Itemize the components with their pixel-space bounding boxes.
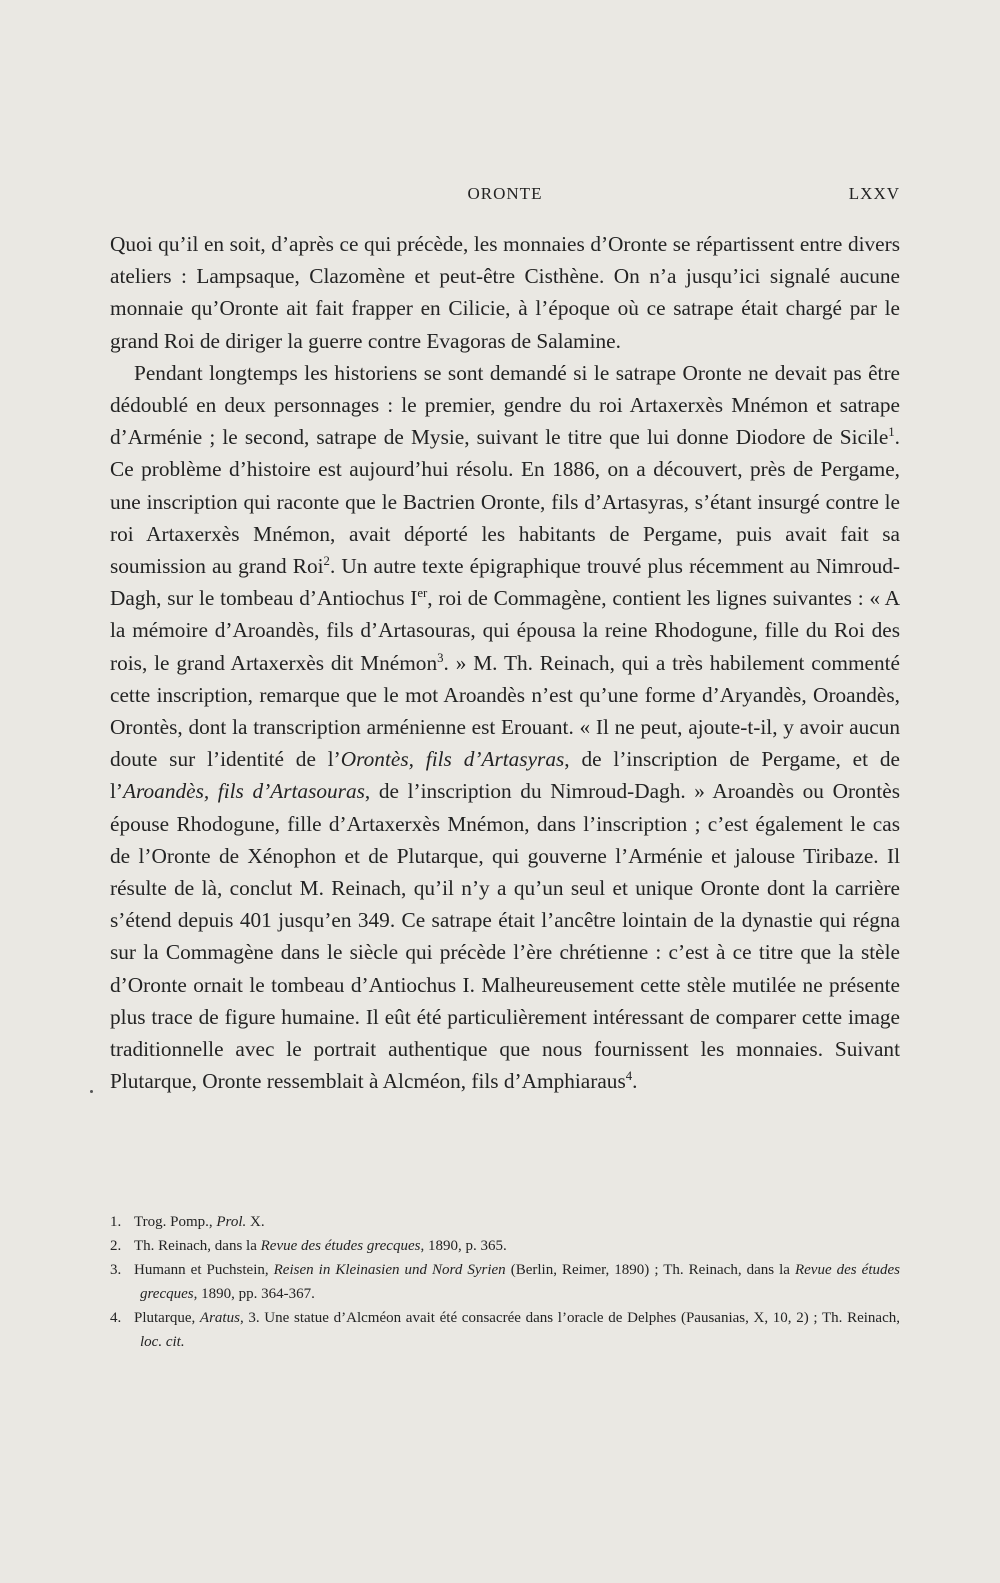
- text-run: . Un autre texte épigraphique trouvé plus récemment au Nimroud-Dagh, sur le tombeau d’Antiochus I: [110, 554, 900, 611]
- footnote-1: [110, 1210, 900, 1234]
- italic-run: Prol.: [216, 1214, 247, 1230]
- text-run: , 1890, p. 365.: [420, 1238, 507, 1254]
- italic-run: Reisen in Kleinasien und Nord Syrien: [273, 1262, 506, 1278]
- text-run: Plutarque,: [134, 1310, 200, 1326]
- text-run: Trog. Pomp.,: [134, 1214, 217, 1230]
- superscript-er: er: [417, 586, 428, 601]
- text-run: , roi de Commagène, contient les lignes suivantes : « A la mémoire d’Aroandès, fils d’Artasouras, qui épousa la reine Rhodogune, fille du Roi des rois, le grand Artaxerxès dit Mnémon: [110, 586, 901, 675]
- footnote-2: [110, 1234, 900, 1258]
- italic-run: Orontès, fils d’Artasyras: [340, 747, 565, 772]
- footnote-ref-1[interactable]: 1: [888, 425, 895, 440]
- footnote-ref-4[interactable]: 4: [625, 1069, 633, 1084]
- footnote-number: 4.: [110, 1310, 122, 1326]
- paragraph-1: Quoi qu’il en soit, d’après ce qui précède, les monnaies d’Oronte se répartissent entre divers ateliers : Lampsaque, Clazomène et peut-être Cisthène. On n’a jusqu’ici signalé aucune monnaie qu’Oronte ait fait frapper en Cilicie, à l’époque où ce satrape était chargé par le grand Roi de diriger la guerre contre Evagoras de Salamine.: [110, 232, 900, 353]
- page-header: [110, 184, 900, 214]
- italic-run: Aroandès, fils d’Artasouras: [123, 779, 365, 804]
- text-run: , de l’inscription du Nimroud-Dagh. » Aroandès ou Orontès épouse Rhodogune, fille d’Artaxerxès Mnémon, dans l’inscription ; c’est également le cas de l’Oronte de Xénophon et de Plutarque, qui gouverne l’Arménie et jalouse Tiribaze. Il résulte de là, conclut M. Reinach, qu’il n’y a qu’un seul et unique Oronte dont la carrière s’étend depuis 401 jusqu’en 349. Ce satrape était l’ancêtre lointain de la dynastie qui régna sur la Commagène dans le siècle qui précède l’ère chrétienne : c’est à ce titre que la stèle d’Oronte ornait le tombeau d’Antiochus I. Malheureusement cette stèle mutilée ne présente plus trace de figure humaine. Il eût été particulièrement intéressant de comparer cette image traditionnelle avec le portrait authentique que nous fournissent les monnaies. Suivant Plutarque, Oronte ressemblait à Alcméon, fils d’Amphiaraus: [110, 779, 900, 1094]
- text-run: , de l’inscription de Pergame, et de l’: [110, 747, 900, 804]
- text-run: X.: [246, 1214, 265, 1230]
- text-run: .: [632, 1069, 638, 1094]
- text-run: , 3. Une statue d’Alcméon avait été consacrée dans l’oracle de Delphes (Pausanias, X, 10, 2) ; Th. Reinach,: [239, 1310, 900, 1326]
- text-run: Th. Reinach, dans la: [134, 1238, 261, 1254]
- text-run: (Berlin, Reimer, 1890) ; Th. Reinach, dans la: [505, 1262, 795, 1278]
- footnote-4: [110, 1306, 900, 1354]
- footnote-ref-2[interactable]: 2: [323, 553, 330, 568]
- italic-run: Aratus: [199, 1310, 240, 1326]
- margin-speck: [90, 1090, 93, 1093]
- italic-run: loc. cit.: [140, 1334, 185, 1350]
- footnote-number: 1.: [110, 1214, 122, 1230]
- text-run: . » M. Th. Reinach, qui a très habilement commenté cette inscription, remarque que le mot Aroandès n’est qu’une forme d’Aryandès, Oroandès, Orontès, dont la transcription arménienne est Erouant. « Il ne peut, ajoute-t-il, y avoir aucun doute sur l’identité de l’: [110, 650, 900, 772]
- footnote-number: 2.: [110, 1238, 122, 1254]
- text-run: Humann et Puchstein,: [134, 1262, 274, 1278]
- italic-run: Revue des études grecques: [260, 1238, 421, 1254]
- footnote-number: 3.: [110, 1262, 122, 1278]
- running-title: ORONTE: [467, 184, 543, 203]
- footnote-3: [110, 1258, 900, 1306]
- paragraph-2: [110, 357, 900, 1098]
- page-number: LXXV: [848, 184, 900, 203]
- italic-run: Revue des études grecques: [140, 1262, 900, 1302]
- footnotes: [110, 1210, 900, 1354]
- footnote-ref-3[interactable]: 3: [437, 650, 444, 665]
- text-run: Pendant longtemps les historiens se sont demandé si le satrape Oronte ne devait pas être dédoublé en deux personnages : le premier, gendre du roi Artaxerxès Mnémon et satrape d’Arménie ; le second, satrape de Mysie, suivant le titre que lui donne Diodore de Sicile: [110, 360, 900, 450]
- body-text: [110, 228, 900, 1097]
- text-run: . Ce problème d’histoire est aujourd’hui résolu. En 1886, on a découvert, près de Pergame, une inscription qui raconte que le Bactrien Oronte, fils d’Artasyras, s’étant insurgé contre le roi Artaxerxès Mnémon, avait déporté les habitants de Pergame, puis avait fait sa soumission au grand Roi: [110, 425, 900, 579]
- text-run: , 1890, pp. 364-367.: [193, 1286, 315, 1302]
